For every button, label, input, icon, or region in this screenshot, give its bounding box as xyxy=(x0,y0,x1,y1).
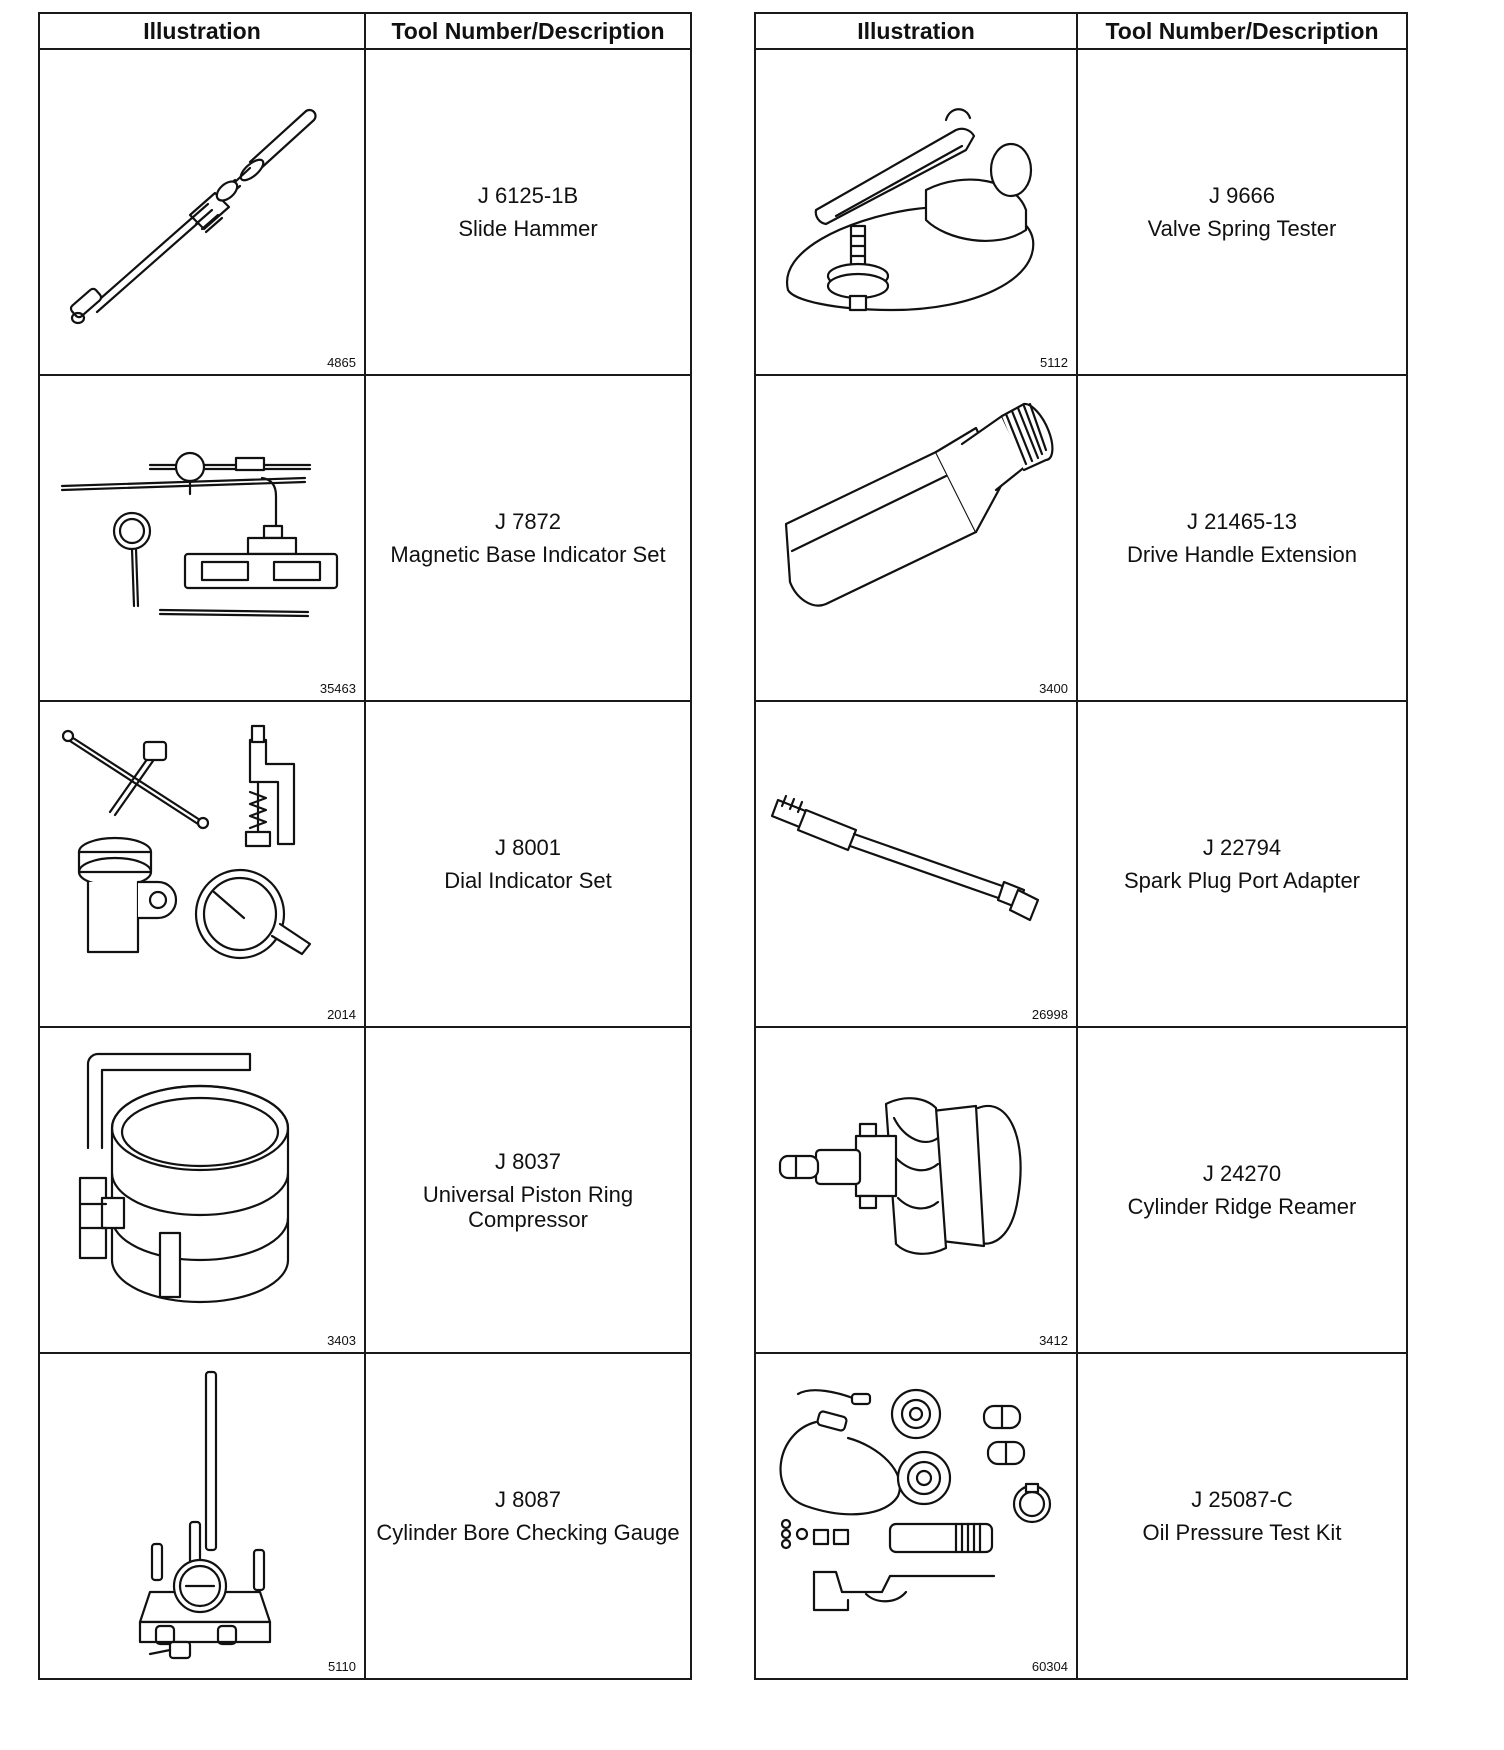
tool-description: Dial Indicator Set xyxy=(444,868,612,893)
illustration-cell xyxy=(39,1353,365,1679)
tool-number: J 9666 xyxy=(1208,183,1276,208)
tool-number: J 6125-1B xyxy=(477,183,579,208)
tool-description: Spark Plug Port Adapter xyxy=(1123,868,1361,893)
tool-description-cell xyxy=(365,1027,691,1353)
table-row xyxy=(39,1353,691,1679)
tool-description-cell xyxy=(365,1353,691,1679)
dial-indicator-icon xyxy=(40,702,366,1026)
slide-hammer-icon xyxy=(40,50,366,374)
table-row xyxy=(39,701,691,1027)
oil-pressure-kit-icon xyxy=(756,1354,1078,1678)
tool-table-right xyxy=(754,12,1408,1680)
cylinder-bore-gauge-icon xyxy=(40,1354,366,1678)
tool-description: Magnetic Base Indicator Set xyxy=(390,542,666,567)
tool-description-cell xyxy=(365,375,691,701)
tool-description: Oil Pressure Test Kit xyxy=(1142,1520,1342,1545)
column-header-tool: Tool Number/Description xyxy=(1077,13,1407,49)
illustration-cell xyxy=(755,701,1077,1027)
figure-number: 3403 xyxy=(327,1333,356,1348)
illustration-cell xyxy=(755,1027,1077,1353)
piston-ring-compressor-icon xyxy=(40,1028,366,1352)
table-row xyxy=(39,1027,691,1353)
figure-number: 5112 xyxy=(1040,355,1068,370)
illustration-cell xyxy=(39,1027,365,1353)
tool-number: J 7872 xyxy=(494,509,562,534)
tool-number: J 8087 xyxy=(494,1487,562,1512)
tool-description-cell xyxy=(365,49,691,375)
table-row xyxy=(755,1027,1407,1353)
spark-plug-adapter-icon xyxy=(756,702,1078,1026)
column-header-tool: Tool Number/Description xyxy=(365,13,691,49)
figure-number: 60304 xyxy=(1031,1659,1068,1674)
tool-description-cell xyxy=(365,701,691,1027)
tool-description: Cylinder Ridge Reamer xyxy=(1127,1194,1357,1219)
illustration-cell xyxy=(755,49,1077,375)
figure-number: 2014 xyxy=(327,1007,356,1022)
figure-number: 3412 xyxy=(1039,1333,1068,1348)
table-row xyxy=(39,49,691,375)
tool-description: Cylinder Bore Checking Gauge xyxy=(376,1520,680,1545)
illustration-cell xyxy=(39,701,365,1027)
table-row xyxy=(755,701,1407,1027)
tool-number: J 21465-13 xyxy=(1186,509,1298,534)
column-header-illustration: Illustration xyxy=(39,13,365,49)
table-row xyxy=(755,375,1407,701)
tool-number: J 25087-C xyxy=(1191,1487,1293,1512)
tool-description: Universal Piston Ring Compressor xyxy=(422,1181,634,1232)
tool-description-cell xyxy=(1077,701,1407,1027)
table-header-row xyxy=(39,13,691,49)
figure-number: 35463 xyxy=(319,681,356,696)
tool-description: Valve Spring Tester xyxy=(1147,216,1337,241)
valve-spring-tester-icon xyxy=(756,50,1078,374)
figure-number: 26998 xyxy=(1031,1007,1068,1022)
tool-description-cell xyxy=(1077,1027,1407,1353)
tool-description-cell xyxy=(1077,49,1407,375)
figure-number: 3400 xyxy=(1039,681,1068,696)
tool-number: J 8001 xyxy=(494,835,562,860)
tool-number: J 22794 xyxy=(1202,835,1282,860)
magnetic-base-indicator-icon xyxy=(40,376,366,700)
table-row xyxy=(755,1353,1407,1679)
illustration-cell xyxy=(755,375,1077,701)
column-header-illustration: Illustration xyxy=(755,13,1077,49)
tool-number: J 24270 xyxy=(1202,1161,1282,1186)
tool-description: Drive Handle Extension xyxy=(1127,542,1357,567)
table-row xyxy=(39,375,691,701)
figure-number: 4865 xyxy=(327,355,356,370)
tool-table-left xyxy=(38,12,692,1680)
drive-handle-extension-icon xyxy=(756,376,1078,700)
table-row xyxy=(755,49,1407,375)
tool-description-cell xyxy=(1077,375,1407,701)
tool-description: Slide Hammer xyxy=(458,216,598,241)
tool-description-cell xyxy=(1077,1353,1407,1679)
ridge-reamer-icon xyxy=(756,1028,1078,1352)
illustration-cell xyxy=(39,375,365,701)
illustration-cell xyxy=(39,49,365,375)
table-header-row xyxy=(755,13,1407,49)
figure-number: 5110 xyxy=(328,1659,356,1674)
tool-number: J 8037 xyxy=(494,1148,562,1174)
illustration-cell xyxy=(755,1353,1077,1679)
